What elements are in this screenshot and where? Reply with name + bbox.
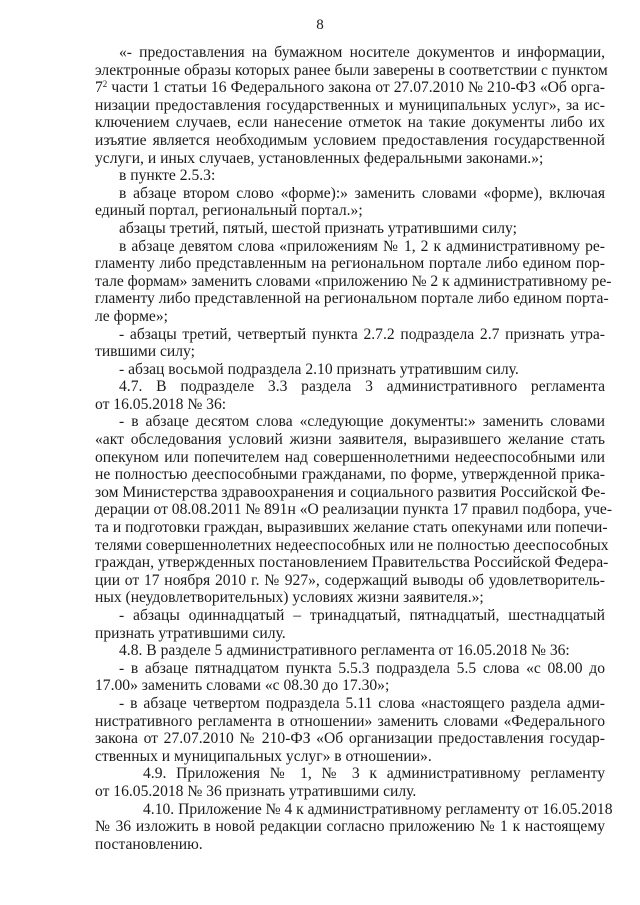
- text-line: ции от 17 ноября 2010 г. № 927», содержащий выводы об удовлетворитель-: [95, 571, 605, 589]
- text-line: $7^2$ части 1 статьи 16 Федерального закона от 27.07.2010 № 210-ФЗ «Об орга-: [95, 79, 605, 97]
- text-line: дерации от 08.08.2011 № 891н «О реализации пункта 17 правил подбора, уче-: [95, 501, 613, 519]
- text-line: «- предоставления на бумажном носителе документов и информации,: [119, 44, 605, 61]
- text-line: № 36 изложить в новой редакции согласно приложению № 1 к настоящему: [95, 818, 605, 836]
- text-line: единый портал, региональный портал.»;: [95, 202, 363, 220]
- text-line: 4.7. В подразделе 3.3 раздела 3 административного регламента: [119, 378, 605, 396]
- text-line: ных (неудовлетворительных) условиях жизни заявителя.»;: [95, 589, 484, 607]
- text-line: низации предоставления государственных и муниципальных услуг», за ис-: [95, 96, 605, 114]
- text-line: тале формам» заменить словами «приложению № 2 к административному ре-: [95, 272, 612, 290]
- text-line: не полностью дееспособными гражданами, по форме, утвержденной прика-: [95, 466, 605, 484]
- text-line: закона от 27.07.2010 № 210-ФЗ «Об организации предоставления государ-: [95, 730, 605, 748]
- text-line: телями совершеннолетних недееспособных или не полностью дееспособных: [95, 536, 609, 554]
- text-line: - в абзаце четвертом подраздела 5.11 слова «настоящего раздела адми-: [119, 694, 605, 712]
- text-line: нистративного регламента в отношении» заменить словами «Федерального: [95, 712, 605, 730]
- text-line: - абзац восьмой подраздела 2.10 признать утратившим силу.: [119, 360, 519, 378]
- text-line: признать утратившими силу.: [95, 624, 286, 642]
- text-line: 4.10. Приложение № 4 к административному регламенту от 16.05.2018: [143, 800, 613, 818]
- text-line: в абзаце втором слово «форме):» заменить словами «форме), включая: [119, 184, 605, 202]
- text-line: от 16.05.2018 № 36 признать утратившими силу.: [95, 782, 417, 800]
- text-line: зом Министерства здравоохранения и социального развития Российской Фе-: [95, 483, 606, 501]
- text-line: ле форме»;: [95, 307, 168, 325]
- text-line: абзацы третий, пятый, шестой признать утратившими силу;: [119, 219, 517, 237]
- text-line: - абзацы третий, четвертый пункта 2.7.2 подраздела 2.7 признать утра-: [119, 325, 605, 343]
- superscript-2: 2: [102, 79, 108, 90]
- document-body: [95, 44, 613, 853]
- text-line: электронные образы которых ранее были заверены в соответствии с пунктом: [95, 61, 608, 79]
- page-number: 8: [316, 17, 324, 33]
- text-line: 4.9. Приложения № 1, № 3 к административному регламенту: [143, 765, 605, 783]
- text-line: гламенту либо представленной на региональном портале либо едином порта-: [95, 290, 609, 308]
- text-line: граждан, утвержденных постановлением Правительства Российской Федера-: [95, 554, 609, 572]
- text-line: «акт обследования условий жизни заявителя, выразившего желание стать: [95, 431, 605, 449]
- text-line: - в абзаце пятнадцатом пункта 5.5.3 подраздела 5.5 слова «с 08.00 до: [119, 659, 605, 677]
- text-line: 17.00» заменить словами «с 08.30 до 17.30»;: [95, 677, 390, 695]
- text-line: от 16.05.2018 № 36:: [95, 395, 227, 413]
- text-line: изъятие является необходимым условием предоставления государственной: [95, 131, 605, 149]
- text-line: постановлению.: [95, 835, 203, 853]
- text-line: в абзаце девятом слова «приложениям № 1, 2 к административному ре-: [119, 237, 605, 255]
- text-line: 4.8. В разделе 5 административного регламента от 16.05.2018 № 36:: [119, 642, 570, 660]
- text-line: ственных и муниципальных услуг» в отношении».: [95, 747, 432, 765]
- text-line: гламенту либо представленным на региональном портале либо едином пор-: [95, 255, 605, 273]
- text-line: ключением случаев, если нанесение отметок на такие документы либо их: [95, 114, 605, 132]
- text-line: тившими силу;: [95, 343, 195, 361]
- text-line: опекуном или попечителем над совершеннолетними недееспособными или: [95, 448, 605, 466]
- text-line: та и подготовки граждан, выразивших желание стать опекунами или попечи-: [95, 519, 608, 537]
- text-line: - в абзаце десятом слова «следующие документы:» заменить словами: [119, 413, 605, 431]
- text-line: - абзацы одиннадцатый – тринадцатый, пятнадцатый, шестнадцатый: [119, 607, 605, 624]
- text-line: услуги, и иных случаев, установленных федеральными законами.»;: [95, 149, 544, 167]
- text-line: в пункте 2.5.3:: [119, 167, 216, 185]
